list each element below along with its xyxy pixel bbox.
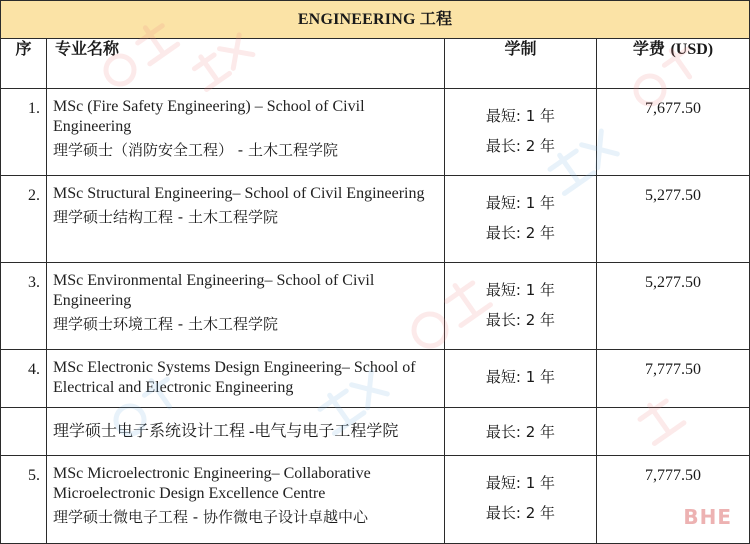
duration-max: 最长: 2 年 [485, 504, 556, 522]
program-name-cn: 理学硕士结构工程 - 土木工程学院 [53, 208, 278, 226]
duration-cell [445, 176, 597, 263]
tuition-value: 5,277.50 [597, 176, 750, 263]
table-row [1, 263, 750, 350]
duration-min: 最短: 1 年 [485, 107, 556, 125]
program-name-cell [47, 408, 445, 456]
duration-cell [445, 89, 597, 176]
header-tuition-unit: (USD) [670, 41, 714, 58]
program-name-cn: 理学硕士微电子工程 - 协作微电子设计卓越中心 [53, 508, 368, 526]
row-number: 5. [1, 456, 47, 544]
duration-min: 最短: 1 年 [485, 368, 556, 386]
program-name-en: MSc Electronic Systems Design Engineering– School of Electrical and Electronic Engineering [53, 359, 416, 396]
duration-cell [445, 408, 597, 456]
duration-max: 最长: 2 年 [485, 311, 556, 329]
duration-cell [445, 350, 597, 408]
row-number: 2. [1, 176, 47, 263]
duration-cell [445, 456, 597, 544]
duration-max: 最长: 2 年 [485, 224, 556, 242]
program-name-en: MSc (Fire Safety Engineering) – School of Civil Engineering [53, 98, 365, 135]
program-name-en: MSc Structural Engineering– School of Civil Engineering [53, 185, 425, 202]
row-number: 3. [1, 263, 47, 350]
program-name-en: MSc Environmental Engineering– School of Civil Engineering [53, 272, 375, 309]
header-index: 序 [1, 39, 47, 89]
header-tuition [597, 39, 750, 89]
row-number-empty [1, 408, 47, 456]
duration-min: 最短: 1 年 [485, 474, 556, 492]
program-name-cn: 理学硕士电子系统设计工程 -电气与电子工程学院 [53, 422, 399, 440]
program-name-cn: 理学硕士环境工程 - 土木工程学院 [53, 315, 278, 333]
table-row [1, 89, 750, 176]
watermark-logo: BHE [683, 505, 732, 529]
header-program-name: 专业名称 [47, 39, 445, 89]
program-name-cell [47, 350, 445, 408]
title-row [1, 1, 750, 39]
header-tuition-label: 学费 [632, 39, 665, 58]
program-name-cell [47, 89, 445, 176]
table-title: ENGINEERING 工程 [1, 1, 750, 39]
table-row [1, 350, 750, 408]
header-row [1, 39, 750, 89]
tuition-empty [597, 408, 750, 456]
row-number: 4. [1, 350, 47, 408]
duration-max: 最长: 2 年 [485, 137, 556, 155]
program-name-cell [47, 176, 445, 263]
tuition-value: 5,277.50 [597, 263, 750, 350]
duration-cell [445, 263, 597, 350]
row-number: 1. [1, 89, 47, 176]
tuition-value: 7,777.50 [597, 456, 750, 544]
program-name-cell [47, 263, 445, 350]
duration-min: 最短: 1 年 [485, 194, 556, 212]
header-duration: 学制 [445, 39, 597, 89]
table-row-continuation [1, 408, 750, 456]
duration-max: 最长: 2 年 [485, 422, 556, 441]
table-row [1, 176, 750, 263]
tuition-value: 7,777.50 [597, 350, 750, 408]
program-name-en: MSc Microelectronic Engineering– Collaborative Microelectronic Design Excellence Centre [53, 465, 371, 502]
duration-min: 最短: 1 年 [485, 281, 556, 299]
program-name-cell [47, 456, 445, 544]
program-name-cn: 理学硕士（消防安全工程） - 土木工程学院 [53, 141, 338, 159]
tuition-value: 7,677.50 [597, 89, 750, 176]
table-row [1, 456, 750, 544]
